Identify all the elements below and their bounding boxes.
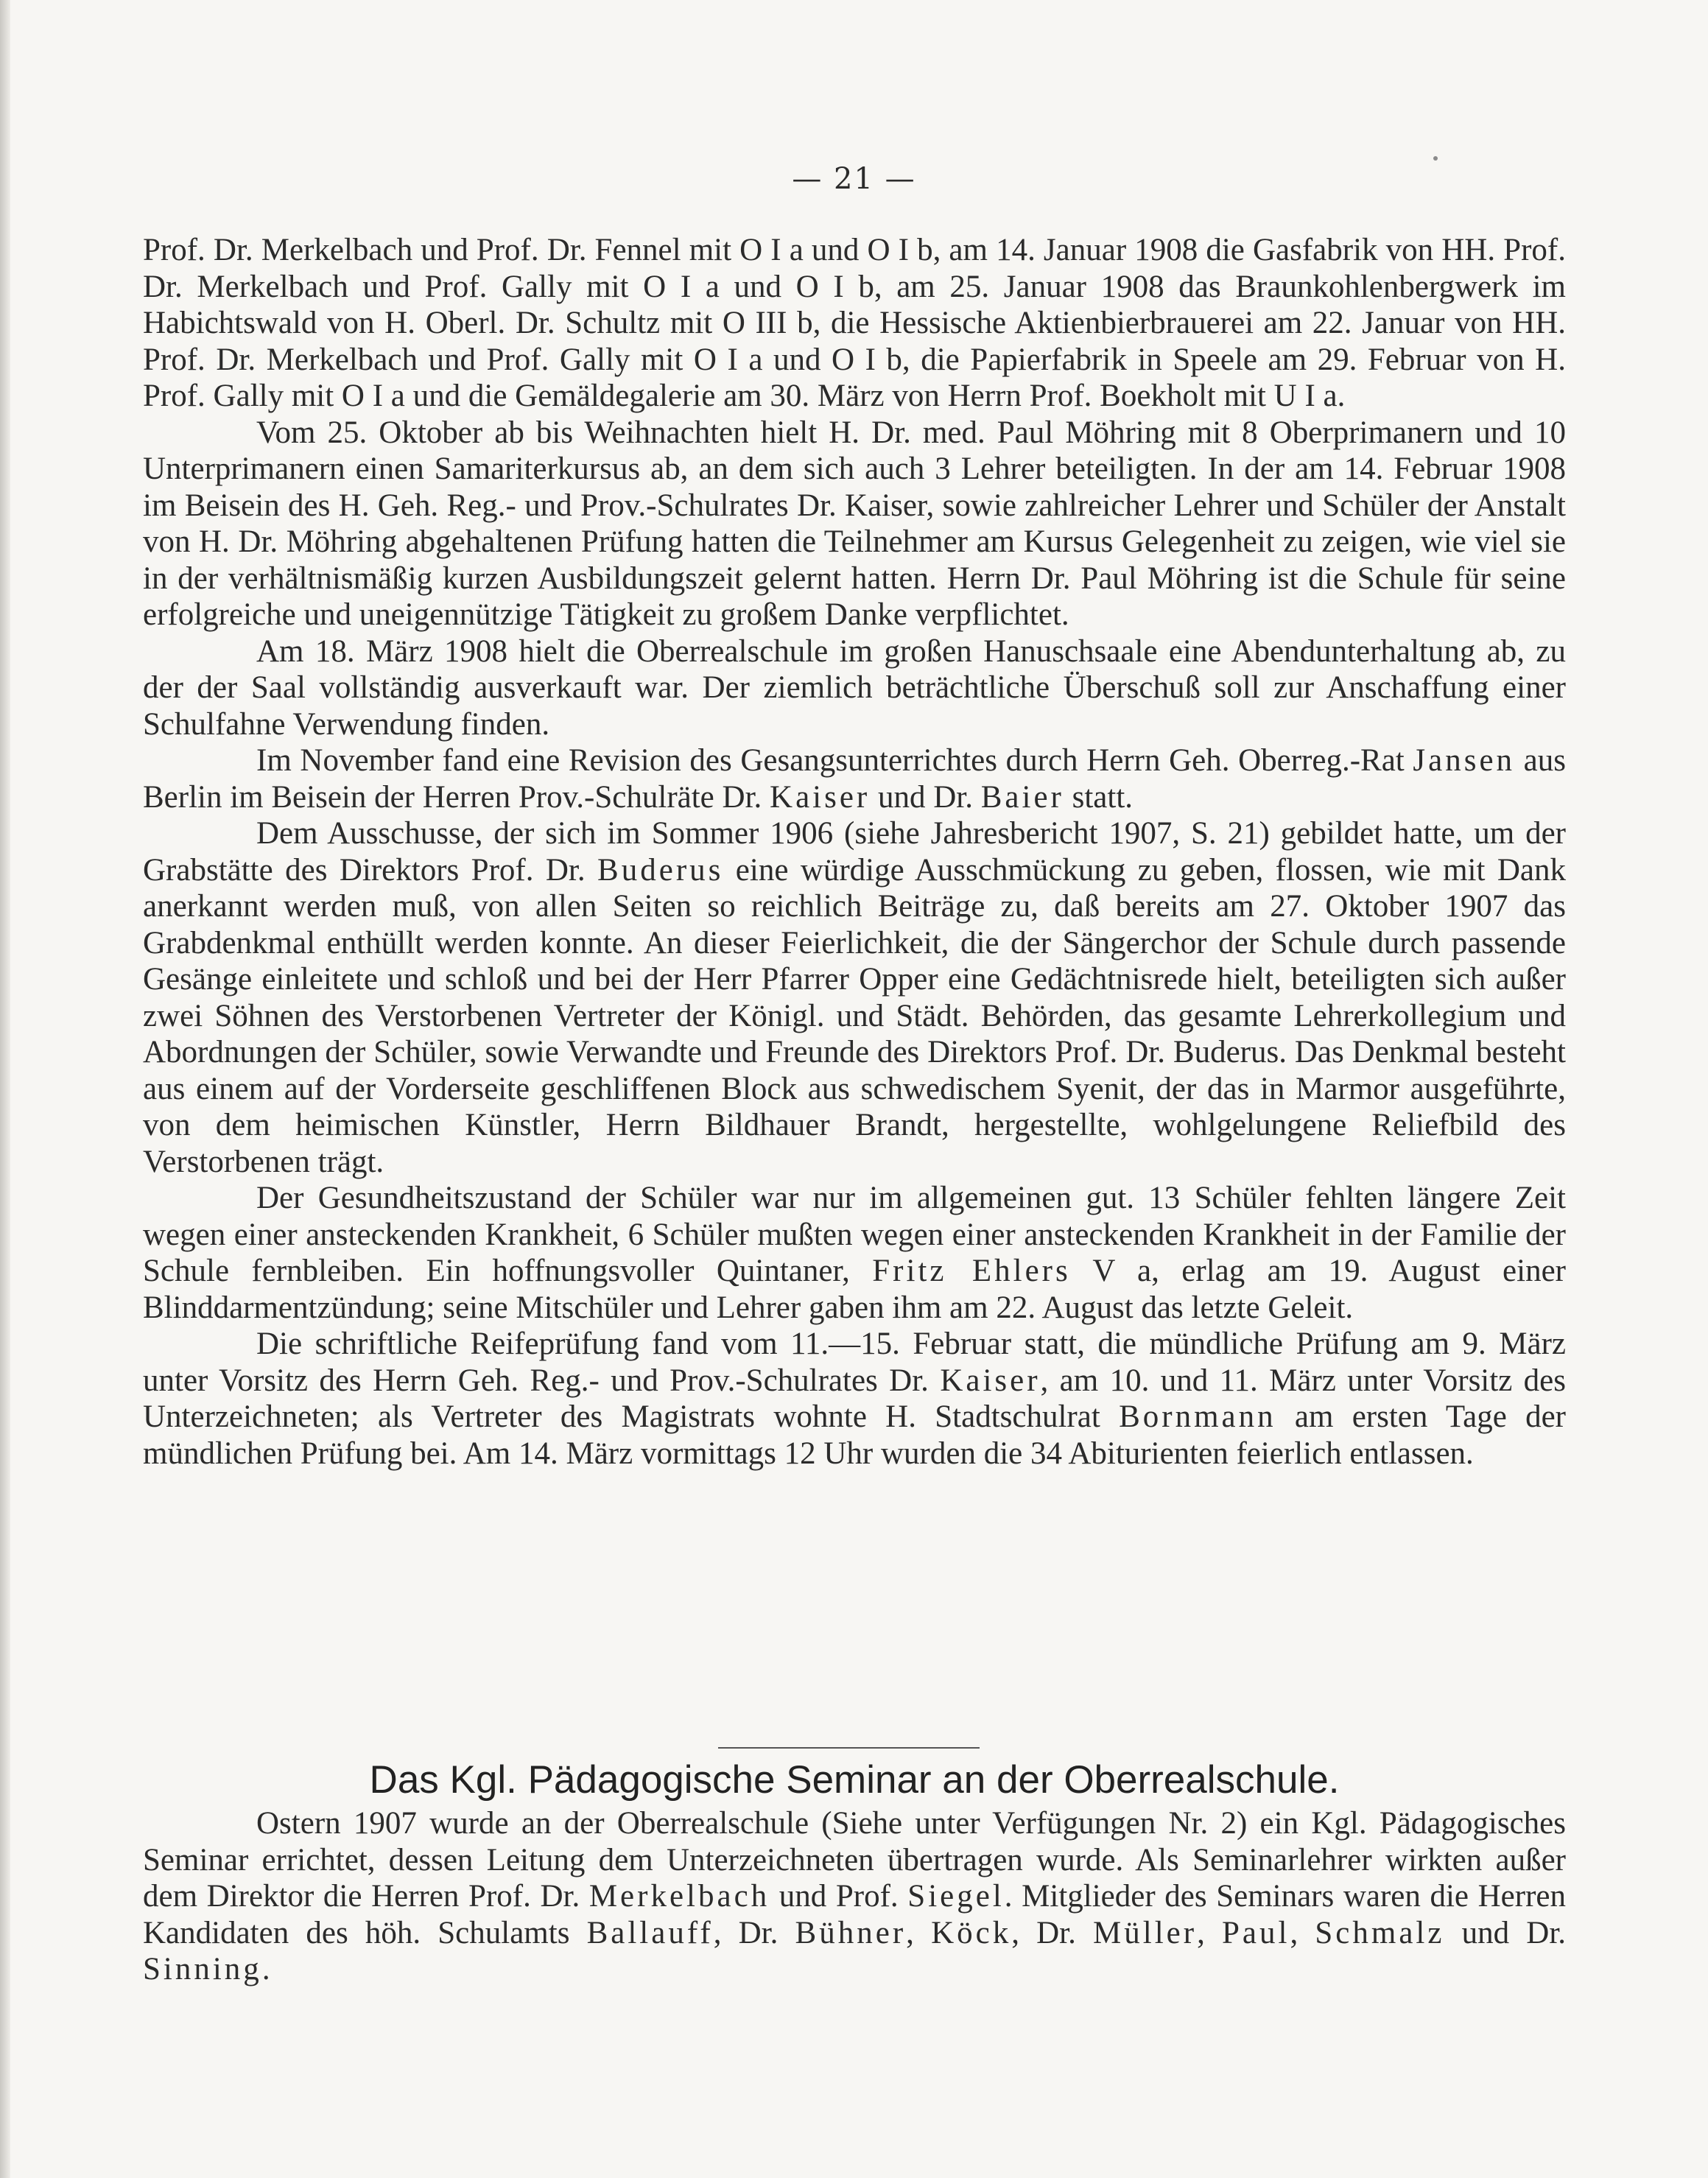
body-text xyxy=(143,232,1566,1472)
text-run: Der Gesundheitszustand der Schüler war nur im allgemeinen gut. 13 Schüler fehlten längere Zeit wegen einer ansteckenden Krankheit, 6 Schüler mußten wegen einer ansteckenden Krankheit in der Familie der Schule fernbleiben. Ein hoffnungsvoller Quintaner, xyxy=(143,1181,1566,1288)
seminar-text xyxy=(143,1805,1566,1988)
person-name: Müller xyxy=(1093,1915,1198,1950)
text-run: , am 10. und 11. März unter Vorsitz des Unterzeichneten; als Vertreter des Magistrats wohnte H. Stadtschulrat xyxy=(143,1363,1566,1434)
text-run: statt. xyxy=(1064,779,1134,815)
section-heading: Das Kgl. Pädagogische Seminar an der Oberrealschule. xyxy=(369,1758,1340,1802)
text-run: Die schriftliche Reifeprüfung fand vom 11.—15. Februar statt, die mündliche Prüfung am 9. März unter Vorsitz des Herrn Geh. Reg.- und Prov.-Schulrates Dr. xyxy=(143,1327,1566,1398)
text-run: . xyxy=(261,1952,270,1986)
person-name: Siegel xyxy=(907,1879,1005,1914)
paragraph-final-exam xyxy=(143,1326,1566,1472)
text-run: eine würdige Ausschmückung zu geben, flossen, wie mit Dank anerkannt werden muß, von allen Seiten so reichlich Beiträge zu, daß bereits am 27. Oktober 1907 das Grabdenkmal enthüllt werden konnte. An dieser Feierlichkeit, die der Sängerchor der Schule durch passende Gesänge einleitete und schloß und bei der Herr Pfarrer Opper eine Gedächtnisrede hielt, beteiligten sich außer zwei Söhnen des Verstorbenen Vertreter der Königl. und Städt. Behörden, das gesamte Lehrerkollegium und Abordnungen der Schüler, sowie Verwandte und Freunde des Direktors Prof. Dr. Buderus. Das Denkmal besteht aus einem auf der Vorderseite geschliffenen Block aus schwedischem Syenit, der das in Marmor ausgeführte, von dem heimischen Künstler, Herrn Bildhauer Brandt, hergestellte, wohlgelungene Reliefbild des Verstorbenen trägt. xyxy=(143,852,1567,1179)
person-name: Ballauff xyxy=(586,1915,714,1950)
scan-speck xyxy=(1433,156,1438,161)
person-name: Merkelbach xyxy=(588,1879,770,1914)
person-name: Schmalz xyxy=(1315,1915,1445,1950)
text-run: , xyxy=(1197,1915,1223,1950)
person-name: Sinning xyxy=(143,1952,262,1986)
text-run: und Dr. xyxy=(1444,1915,1567,1950)
text-run: Im November fand eine Revision des Gesangsunterrichtes durch Herrn Geh. Oberreg.-Rat xyxy=(256,743,1413,778)
page-number: — 21 — xyxy=(792,162,916,196)
paragraph-samaritan-course: Vom 25. Oktober ab bis Weihnachten hielt H. Dr. med. Paul Möhring mit 8 Oberprimanern und 10 Unterprimanern einen Samariterkursus ab, an dem sich auch 3 Lehrer beteiligten. In der am 14. Februar 1908 im Beisein des H. Geh. Reg.- und Prov.-Schulrates Dr. Kaiser, sowie zahlreicher Lehrer und Schüler der Anstalt von H. Dr. Möhring abgehaltenen Prüfung hatten die Teilnehmer am Kursus Gelegenheit zu zeigen, wie viel sie in der verhältnismäßig kurzen Ausbildungszeit gelernt hatten. Herrn Dr. Paul Möhring ist die Schule für seine erfolgreiche und uneigennützige Tätigkeit zu großem Danke verpflichtet. xyxy=(143,415,1566,632)
paragraph-singing-revision xyxy=(143,742,1566,815)
text-run: und Prof. xyxy=(770,1879,908,1914)
text-run: Ostern 1907 wurde an der Oberrealschule (Siehe unter Verfügungen Nr. 2) ein Kgl. Pädagogisches Seminar errichtet, dessen Leitung dem Unterzeichneten übertragen wurde. Als Seminarlehrer wirkten außer dem Direktor die Herren Prof. Dr. xyxy=(143,1806,1566,1914)
text-run: , Dr. xyxy=(1011,1915,1094,1950)
section-divider xyxy=(718,1747,980,1749)
person-name: Fritz Ehlers xyxy=(872,1254,1071,1288)
text-run: am ersten Tage der mündlichen Prüfung bei. Am 14. März vormittags 12 Uhr wurden die 34 Abiturienten feierlich entlassen. xyxy=(143,1399,1566,1471)
person-name: Paul xyxy=(1222,1915,1290,1950)
person-name: Kaiser xyxy=(770,779,871,815)
person-name: Baier xyxy=(980,779,1064,815)
paragraph-evening-entertainment: Am 18. März 1908 hielt die Oberrealschule im großen Hanuschsaale eine Abendunterhaltung ab, zu der der Saal vollständig ausverkauft war. Der ziemlich beträchtliche Überschuß soll zur Anschaffung einer Schulfahne Verwendung finden. xyxy=(143,633,1566,742)
person-name: Kaiser xyxy=(940,1363,1041,1398)
text-run: aus Berlin im Beisein der Herren Prov.-Schulräte Dr. xyxy=(143,743,1566,815)
paragraph-grave-monument xyxy=(143,815,1566,1180)
text-run: . Mitglieder des Seminars waren die Herren Kandidaten des höh. Schulamts xyxy=(143,1879,1566,1950)
text-run: und Dr. xyxy=(870,779,981,815)
person-name: Köck xyxy=(931,1915,1012,1950)
person-name: Bornmann xyxy=(1119,1399,1276,1434)
paragraph-seminar xyxy=(143,1805,1566,1988)
text-run: , xyxy=(1290,1915,1315,1950)
person-name: Jansen xyxy=(1413,743,1516,778)
person-name: Buderus xyxy=(597,852,724,888)
text-run: V a, erlag am 19. August einer Blinddarmentzündung; seine Mitschüler und Lehrer gaben ihm am 22. August das letzte Geleit. xyxy=(143,1254,1566,1325)
paragraph-excursions: Prof. Dr. Merkelbach und Prof. Dr. Fennel mit O I a und O I b, am 14. Januar 1908 die Gasfabrik von HH. Prof. Dr. Merkelbach und Prof. Gally mit O I a und O I b, am 25. Januar 1908 das Braunkohlenbergwerk im Habichtswald von H. Oberl. Dr. Schultz mit O III b, die Hessische Aktienbierbrauerei am 22. Januar von HH. Prof. Dr. Merkelbach und Prof. Gally mit O I a und O I b, die Papierfabrik in Speele am 29. Februar von H. Prof. Gally mit O I a und die Gemäldegalerie am 30. März von Herrn Prof. Boekholt mit U I a. xyxy=(143,233,1566,413)
text-run: , Dr. xyxy=(713,1915,795,1950)
text-run: Dem Ausschusse, der sich im Sommer 1906 (siehe Jahresbericht 1907, S. 21) gebildet hatte, um der Grabstätte des Direktors Prof. Dr. xyxy=(143,816,1566,888)
person-name: Bühner xyxy=(795,1915,907,1950)
text-run: , xyxy=(906,1915,932,1950)
page-binding-edge xyxy=(0,0,10,2178)
paragraph-health xyxy=(143,1180,1566,1326)
